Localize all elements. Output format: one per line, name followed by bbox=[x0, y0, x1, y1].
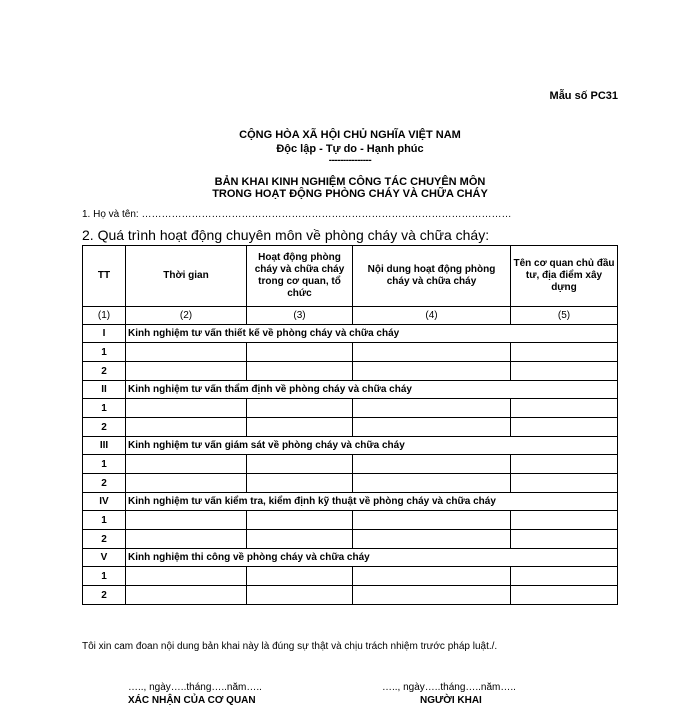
table-row bbox=[83, 567, 618, 586]
header-tt: TT bbox=[83, 246, 126, 307]
table-cell bbox=[247, 343, 353, 362]
table-cell bbox=[126, 343, 247, 362]
group-number: IV bbox=[83, 493, 126, 511]
table-cell bbox=[247, 399, 353, 418]
group-title: Kinh nghiệm tư vấn thẩm định về phòng cháy và chữa cháy bbox=[126, 381, 618, 399]
table-row bbox=[83, 586, 618, 605]
table-cell bbox=[126, 530, 247, 549]
national-motto: Độc lập - Tự do - Hạnh phúc bbox=[276, 143, 424, 155]
item-number: 2 bbox=[83, 586, 126, 605]
table-row bbox=[83, 343, 618, 362]
item-number: 2 bbox=[83, 362, 126, 381]
group-number: V bbox=[83, 549, 126, 567]
table-cell bbox=[247, 511, 353, 530]
table-cell bbox=[353, 362, 511, 381]
document-header bbox=[0, 128, 700, 200]
table-cell bbox=[353, 586, 511, 605]
table-cell bbox=[247, 362, 353, 381]
column-number: (5) bbox=[511, 307, 618, 325]
table-cell bbox=[353, 418, 511, 437]
item-number: 2 bbox=[83, 418, 126, 437]
table-cell bbox=[511, 474, 618, 493]
table-cell bbox=[126, 399, 247, 418]
table-cell bbox=[511, 511, 618, 530]
table-row bbox=[83, 418, 618, 437]
commitment-statement: Tôi xin cam đoan nội dung bản khai này là đúng sự thật và chịu trách nhiệm trước pháp luật./. bbox=[82, 641, 498, 652]
item-number: 2 bbox=[83, 474, 126, 493]
table-cell bbox=[353, 567, 511, 586]
table-cell bbox=[126, 362, 247, 381]
table-cell bbox=[511, 455, 618, 474]
column-number: (3) bbox=[247, 307, 353, 325]
table-group-row bbox=[83, 381, 618, 399]
table-cell bbox=[126, 418, 247, 437]
group-title: Kinh nghiệm tư vấn kiểm tra, kiểm định kỹ thuật về phòng cháy và chữa cháy bbox=[126, 493, 618, 511]
table-cell bbox=[126, 567, 247, 586]
form-code: Mẫu số PC31 bbox=[549, 90, 618, 102]
right-date-line: ….., ngày…..tháng…..năm….. bbox=[382, 682, 516, 693]
table-cell bbox=[247, 418, 353, 437]
item-number: 1 bbox=[83, 511, 126, 530]
section2-title: 2. Quá trình hoạt động chuyên môn về phòng cháy và chữa cháy: bbox=[82, 227, 490, 243]
column-number: (2) bbox=[126, 307, 247, 325]
table-cell bbox=[353, 474, 511, 493]
table-cell bbox=[247, 586, 353, 605]
table-cell bbox=[247, 567, 353, 586]
item-number: 2 bbox=[83, 530, 126, 549]
column-number: (4) bbox=[353, 307, 511, 325]
table-cell bbox=[247, 530, 353, 549]
table-cell bbox=[353, 343, 511, 362]
experience-table bbox=[82, 245, 618, 605]
table-cell bbox=[511, 567, 618, 586]
document-title-line1: BẢN KHAI KINH NGHIỆM CÔNG TÁC CHUYÊN MÔN bbox=[214, 176, 486, 188]
table-row bbox=[83, 362, 618, 381]
table-cell bbox=[511, 586, 618, 605]
group-number: II bbox=[83, 381, 126, 399]
table-row bbox=[83, 474, 618, 493]
header-time: Thời gian bbox=[126, 246, 247, 307]
left-date-line: ….., ngày…..tháng…..năm….. bbox=[128, 682, 262, 693]
table-row bbox=[83, 399, 618, 418]
table-cell bbox=[126, 455, 247, 474]
table-cell bbox=[353, 399, 511, 418]
table-cell bbox=[511, 343, 618, 362]
item-number: 1 bbox=[83, 567, 126, 586]
item-number: 1 bbox=[83, 455, 126, 474]
table-cell bbox=[247, 455, 353, 474]
table-cell bbox=[511, 418, 618, 437]
table-cell bbox=[353, 511, 511, 530]
group-title: Kinh nghiệm tư vấn thiết kế về phòng cháy và chữa cháy bbox=[126, 325, 618, 343]
group-title: Kinh nghiệm tư vấn giám sát về phòng cháy và chữa cháy bbox=[126, 437, 618, 455]
document-title-line2: TRONG HOẠT ĐỘNG PHÒNG CHÁY VÀ CHỮA CHÁY bbox=[212, 188, 488, 200]
header-content: Nội dung hoạt động phòng cháy và chữa cháy bbox=[353, 246, 511, 307]
table-group-row bbox=[83, 325, 618, 343]
column-number: (1) bbox=[83, 307, 126, 325]
table-group-row bbox=[83, 437, 618, 455]
table-cell bbox=[511, 399, 618, 418]
header-activity: Hoạt động phòng cháy và chữa cháy trong cơ quan, tổ chức bbox=[247, 246, 353, 307]
table-cell bbox=[511, 362, 618, 381]
table-cell bbox=[353, 455, 511, 474]
table-group-row bbox=[83, 549, 618, 567]
country-name: CỘNG HÒA XÃ HỘI CHỦ NGHĨA VIỆT NAM bbox=[239, 129, 461, 141]
table-group-row bbox=[83, 493, 618, 511]
table-cell bbox=[511, 530, 618, 549]
column-number-row bbox=[83, 307, 618, 325]
table-cell bbox=[247, 474, 353, 493]
table-row bbox=[83, 455, 618, 474]
left-signature-title: XÁC NHẬN CỦA CƠ QUAN bbox=[128, 695, 256, 706]
table-cell bbox=[126, 511, 247, 530]
name-field: 1. Họ và tên: ………………………………………………………………………………………………… bbox=[82, 209, 512, 220]
group-number: I bbox=[83, 325, 126, 343]
item-number: 1 bbox=[83, 343, 126, 362]
table-cell bbox=[126, 474, 247, 493]
table-cell bbox=[353, 530, 511, 549]
table-row bbox=[83, 511, 618, 530]
right-signature-title: NGƯỜI KHAI bbox=[420, 695, 482, 706]
table-cell bbox=[126, 586, 247, 605]
header-investor: Tên cơ quan chủ đầu tư, địa điểm xây dựng bbox=[511, 246, 618, 307]
group-title: Kinh nghiệm thi công về phòng cháy và chữa cháy bbox=[126, 549, 618, 567]
header-separator: --------------- bbox=[328, 155, 372, 166]
item-number: 1 bbox=[83, 399, 126, 418]
table-row bbox=[83, 530, 618, 549]
group-number: III bbox=[83, 437, 126, 455]
table-header-row bbox=[83, 246, 618, 307]
